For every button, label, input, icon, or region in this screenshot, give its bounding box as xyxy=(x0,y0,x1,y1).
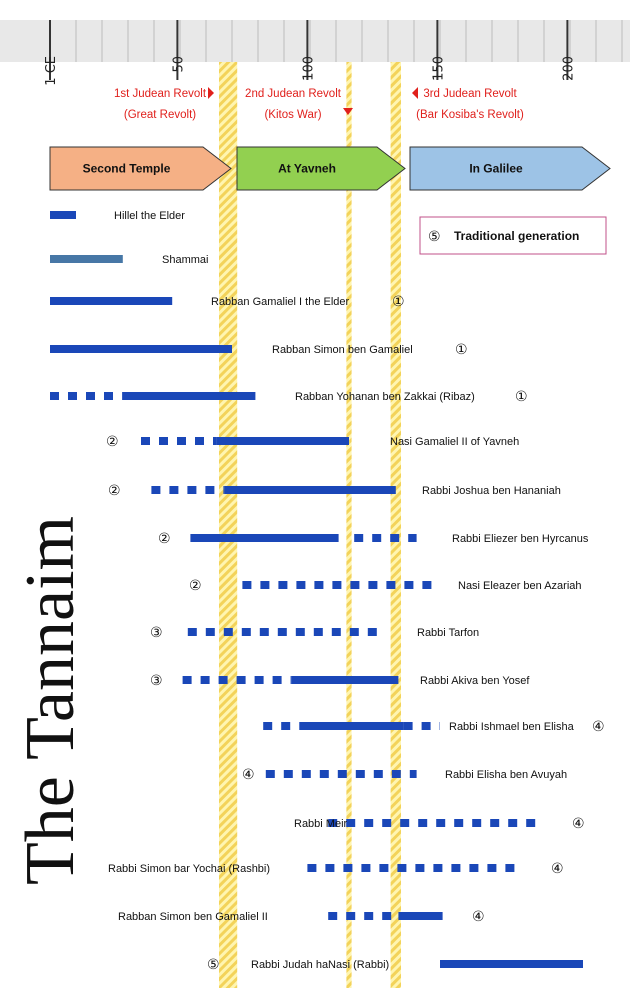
revolt-label-line1: 1st Judean Revolt xyxy=(113,88,207,100)
lifespan-dashed-segment xyxy=(415,864,424,872)
tanna-name: Nasi Eleazer ben Azariah xyxy=(458,580,582,592)
lifespan-dashed-segment xyxy=(332,628,341,636)
lifespan-dashed-segment xyxy=(379,864,388,872)
lifespan-dashed-segment xyxy=(213,437,216,445)
lifespan-dashed-segment xyxy=(183,676,192,684)
tanna-row xyxy=(50,210,185,222)
lifespan-dashed-segment xyxy=(364,912,373,920)
lifespan-dashed-segment xyxy=(219,676,228,684)
lifespan-dashed-segment xyxy=(404,722,413,730)
tanna-name: Rabban Simon ben Gamaliel xyxy=(272,344,413,356)
lifespan-dashed-segment xyxy=(314,628,323,636)
lifespan-dashed-segment xyxy=(260,628,269,636)
lifespan-dashed-segment xyxy=(390,534,399,542)
tanna-row xyxy=(242,767,567,783)
lifespan-dashed-segment xyxy=(418,819,427,827)
tanna-name: Rabbi Ishmael ben Elisha xyxy=(449,721,574,733)
lifespan-dashed-segment xyxy=(195,437,204,445)
lifespan-dashed-segment xyxy=(397,864,406,872)
revolt-marker-icon xyxy=(412,87,418,99)
lifespan-dashed-segment xyxy=(177,437,186,445)
ruler-tick-label: 200 xyxy=(561,56,577,81)
lifespan-solid-bar xyxy=(50,211,76,219)
lifespan-dashed-segment xyxy=(255,676,264,684)
lifespan-dashed-segment xyxy=(410,770,417,778)
lifespan-dashed-segment xyxy=(422,581,431,589)
tanna-row xyxy=(50,254,208,266)
lifespan-dashed-segment xyxy=(408,534,416,542)
generation-marker: ③ xyxy=(150,625,163,641)
lifespan-solid-bar xyxy=(190,534,338,542)
lifespan-dashed-segment xyxy=(382,819,391,827)
tanna-row xyxy=(263,719,604,735)
lifespan-dashed-segment xyxy=(187,486,196,494)
lifespan-dashed-segment xyxy=(436,819,445,827)
revolt-label-line2: (Bar Kosiba's Revolt) xyxy=(416,109,524,121)
revolt-band xyxy=(219,62,237,988)
tanna-name: Rabbi Joshua ben Hananiah xyxy=(422,485,561,497)
generation-marker: ① xyxy=(515,389,528,405)
lifespan-dashed-segment xyxy=(382,912,391,920)
lifespan-dashed-segment xyxy=(224,628,233,636)
generation-marker: ② xyxy=(158,531,171,547)
generation-marker: ④ xyxy=(472,909,485,925)
lifespan-dashed-segment xyxy=(278,581,287,589)
revolt-label-line1: 3rd Judean Revolt xyxy=(423,88,517,100)
ruler-tick-label: 150 xyxy=(431,56,447,81)
lifespan-dashed-segment xyxy=(320,770,329,778)
lifespan-dashed-segment xyxy=(188,628,197,636)
lifespan-dashed-segment xyxy=(505,864,514,872)
lifespan-dashed-segment xyxy=(205,486,214,494)
tannaim-rows xyxy=(50,210,605,973)
lifespan-dashed-segment xyxy=(361,864,370,872)
generation-marker: ④ xyxy=(572,816,585,832)
timeline-ruler xyxy=(0,20,630,86)
lifespan-dashed-segment xyxy=(526,819,535,827)
diagram-title: The Tannaim xyxy=(12,516,89,885)
lifespan-dashed-segment xyxy=(469,864,478,872)
tanna-row xyxy=(106,434,519,450)
tanna-name: Rabbi Meir xyxy=(294,818,348,830)
tanna-name: Rabban Gamaliel I the Elder xyxy=(211,296,350,308)
generation-marker: ③ xyxy=(150,673,163,689)
legend-symbol: ⑤ xyxy=(428,229,441,245)
lifespan-solid-bar xyxy=(50,297,172,305)
ruler-tick-label: 1 CE xyxy=(44,56,59,86)
lifespan-dashed-segment xyxy=(372,534,381,542)
tanna-row xyxy=(150,625,479,641)
lifespan-dashed-segment xyxy=(451,864,460,872)
lifespan-dashed-segment xyxy=(242,581,251,589)
lifespan-dashed-segment xyxy=(169,486,178,494)
lifespan-dashed-segment xyxy=(364,819,373,827)
lifespan-dashed-segment xyxy=(490,819,499,827)
period-label: In Galilee xyxy=(469,161,523,176)
lifespan-dashed-segment xyxy=(242,628,251,636)
tanna-name: Nasi Gamaliel II of Yavneh xyxy=(390,436,520,448)
legend-text: Traditional generation xyxy=(454,229,580,243)
lifespan-dashed-segment xyxy=(122,392,123,400)
lifespan-dashed-segment xyxy=(260,581,269,589)
lifespan-dashed-segment xyxy=(325,864,334,872)
lifespan-dashed-segment xyxy=(237,676,246,684)
lifespan-solid-bar xyxy=(292,676,399,684)
revolt-marker-icon xyxy=(208,87,214,99)
generation-marker: ② xyxy=(189,578,202,594)
generation-marker: ④ xyxy=(592,719,605,735)
tanna-name: Rabbi Simon bar Yochai (Rashbi) xyxy=(108,863,271,875)
lifespan-solid-bar xyxy=(224,486,396,494)
lifespan-solid-bar xyxy=(216,437,349,445)
tanna-row xyxy=(108,861,564,877)
period-arrows xyxy=(50,147,610,190)
lifespan-dashed-segment xyxy=(86,392,95,400)
tanna-name: Rabbi Tarfon xyxy=(417,627,480,639)
lifespan-dashed-segment xyxy=(291,676,292,684)
revolt-band xyxy=(391,62,401,988)
tanna-name: Rabbi Elisha ben Avuyah xyxy=(445,769,568,781)
tanna-name: Shammai xyxy=(162,254,209,266)
period-label: At Yavneh xyxy=(278,161,336,176)
generation-marker: ② xyxy=(106,434,119,450)
lifespan-solid-bar xyxy=(50,345,232,353)
tanna-row xyxy=(50,342,468,358)
lifespan-dashed-segment xyxy=(404,581,413,589)
lifespan-dashed-segment xyxy=(386,581,395,589)
lifespan-dashed-segment xyxy=(263,722,272,730)
ruler-band xyxy=(0,20,630,62)
lifespan-dashed-segment xyxy=(346,819,355,827)
tanna-name: Rabbi Akiva ben Yosef xyxy=(420,675,530,687)
revolt-label-line2: (Great Revolt) xyxy=(123,109,197,121)
tanna-row xyxy=(150,673,530,689)
lifespan-dashed-segment xyxy=(296,628,305,636)
lifespan-dashed-segment xyxy=(338,770,347,778)
lifespan-dashed-segment xyxy=(104,392,113,400)
lifespan-dashed-segment xyxy=(307,864,316,872)
lifespan-dashed-segment xyxy=(472,819,481,827)
tanna-row xyxy=(294,816,585,832)
lifespan-dashed-segment xyxy=(354,534,363,542)
lifespan-dashed-segment xyxy=(433,864,442,872)
tanna-name: Hillel the Elder xyxy=(114,210,185,222)
tanna-row xyxy=(108,483,561,499)
lifespan-solid-bar xyxy=(123,392,256,400)
lifespan-dashed-segment xyxy=(400,819,409,827)
lifespan-solid-bar xyxy=(398,912,442,920)
tanna-row xyxy=(118,909,485,925)
lifespan-dashed-segment xyxy=(201,676,210,684)
lifespan-dashed-segment xyxy=(422,722,431,730)
generation-marker: ① xyxy=(392,294,405,310)
lifespan-dashed-segment xyxy=(350,628,359,636)
lifespan-dashed-segment xyxy=(508,819,517,827)
lifespan-dashed-segment xyxy=(368,581,377,589)
lifespan-dashed-segment xyxy=(273,676,282,684)
lifespan-dashed-segment xyxy=(374,770,383,778)
ruler-tick-label: 50 xyxy=(171,56,187,73)
lifespan-dashed-segment xyxy=(159,437,168,445)
lifespan-dashed-segment xyxy=(50,392,59,400)
lifespan-dashed-segment xyxy=(296,581,305,589)
lifespan-dashed-segment xyxy=(487,864,496,872)
tanna-name: Rabban Yohanan ben Zakkai (Ribaz) xyxy=(295,391,475,403)
lifespan-dashed-segment xyxy=(281,722,290,730)
lifespan-dashed-segment xyxy=(223,486,224,494)
tanna-row xyxy=(50,389,528,405)
lifespan-dashed-segment xyxy=(266,770,275,778)
lifespan-dashed-segment xyxy=(278,628,287,636)
lifespan-solid-bar xyxy=(50,255,123,263)
tanna-name: Rabbi Judah haNasi (Rabbi) xyxy=(251,959,390,971)
period-label: Second Temple xyxy=(82,161,171,176)
lifespan-dashed-segment xyxy=(350,581,359,589)
lifespan-dashed-segment xyxy=(332,581,341,589)
lifespan-dashed-segment xyxy=(392,770,401,778)
legend xyxy=(420,217,606,254)
revolt-label-line2: (Kitos War) xyxy=(264,109,322,121)
revolt-labels xyxy=(114,87,524,121)
ruler-tick-label: 100 xyxy=(301,56,317,81)
lifespan-dashed-segment xyxy=(302,770,311,778)
generation-marker: ⑤ xyxy=(207,957,220,973)
lifespan-dashed-segment xyxy=(284,770,293,778)
revolt-label-line1: 2nd Judean Revolt xyxy=(245,88,341,100)
revolt-bands xyxy=(219,62,401,988)
lifespan-solid-bar xyxy=(300,722,404,730)
generation-marker: ④ xyxy=(242,767,255,783)
lifespan-dashed-segment xyxy=(141,437,150,445)
lifespan-dashed-segment xyxy=(346,912,355,920)
lifespan-dashed-segment xyxy=(343,864,352,872)
tanna-name: Rabbi Eliezer ben Hyrcanus xyxy=(452,533,589,545)
tanna-row xyxy=(189,578,582,594)
generation-marker: ② xyxy=(108,483,121,499)
lifespan-dashed-segment xyxy=(328,912,337,920)
tanna-name: Rabban Simon ben Gamaliel II xyxy=(118,911,268,923)
lifespan-dashed-segment xyxy=(68,392,77,400)
lifespan-dashed-segment xyxy=(151,486,160,494)
lifespan-dashed-segment xyxy=(368,628,377,636)
lifespan-dashed-segment xyxy=(356,770,365,778)
generation-marker: ① xyxy=(455,342,468,358)
lifespan-solid-bar xyxy=(440,960,583,968)
lifespan-dashed-segment xyxy=(454,819,463,827)
generation-marker: ④ xyxy=(551,861,564,877)
lifespan-dashed-segment xyxy=(206,628,215,636)
revolt-band xyxy=(346,62,351,988)
lifespan-dashed-segment xyxy=(314,581,323,589)
